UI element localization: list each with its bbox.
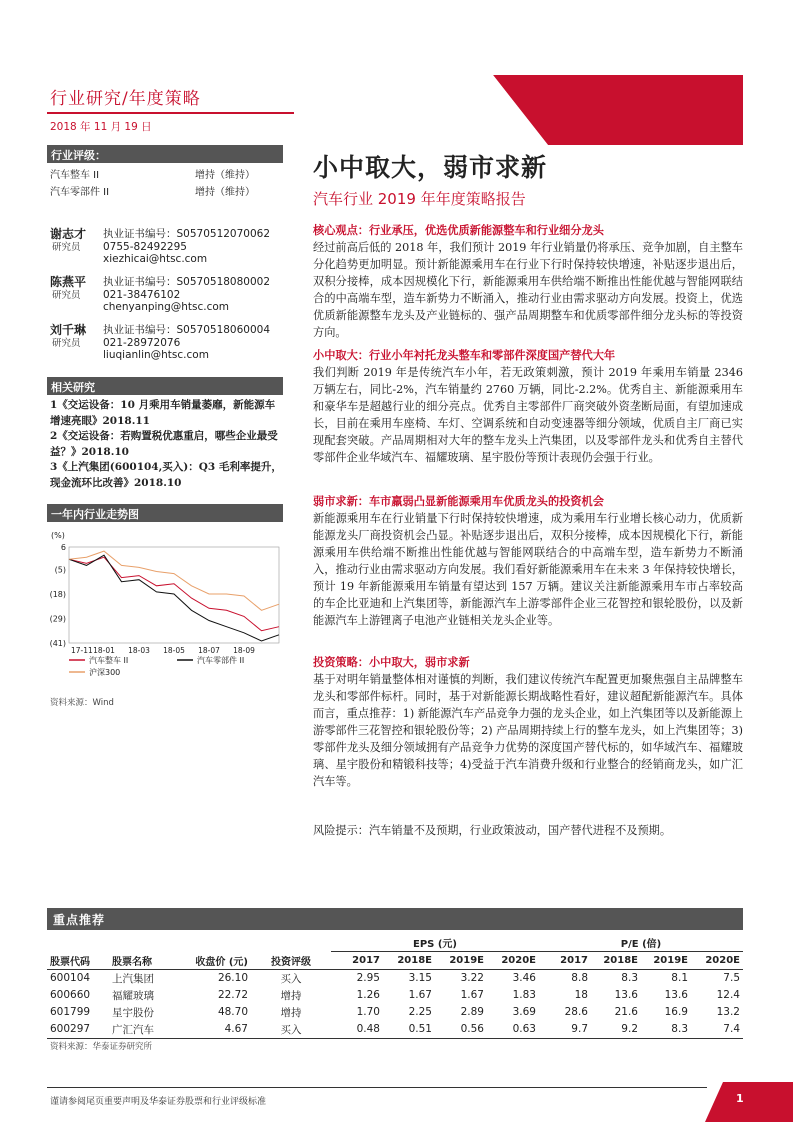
chart-ytick-label: (5) bbox=[54, 565, 66, 575]
table-row bbox=[47, 1004, 743, 1021]
chart-ylabel: (%) bbox=[51, 531, 65, 540]
table-column-header: 2019E bbox=[641, 952, 691, 970]
table-cell: 13.6 bbox=[614, 989, 638, 1001]
header-divider bbox=[47, 112, 294, 114]
table-column-header: 2020E bbox=[691, 952, 743, 970]
section-body: 基于对明年销量整体相对谨慎的判断，我们建议传统汽车配置更加聚焦强自主品牌整车龙头和零部件标杆。同时，基于对新能源长期战略性看好，建议超配新能源汽车。具体而言，重点推荐：1) 新能源汽车产品竞争力强的龙头企业，如上汽集团等以及新能源上游零部件三花智控和银轮股份等；2) 产品周期持续上行的整车龙头，如上汽集团等；3) 零部件龙头及细分领域拥有产品竞争力优势的深度国产替代标的，如华域汽车、福耀玻璃、星宇股份和精锻科技等；4)受益于汽车消费升级和行业整合的经销商龙头，如广汇汽车等。 bbox=[313, 673, 743, 788]
analyst-role: 研究员 bbox=[52, 242, 81, 253]
chart-ytick-label: 6 bbox=[60, 543, 66, 552]
table-cell: 13.2 bbox=[716, 1006, 740, 1018]
table-cell: 26.10 bbox=[217, 972, 248, 984]
section-heading: 弱市求新：车市羸弱凸显新能源乘用车优质龙头的投资机会 bbox=[313, 494, 604, 508]
table-cell: 9.2 bbox=[591, 1021, 641, 1039]
section-weak bbox=[313, 493, 743, 629]
chart-series-line-2 bbox=[69, 551, 279, 610]
table-row bbox=[47, 987, 743, 1004]
rating-name: 汽车零部件 II bbox=[50, 187, 110, 198]
section-body: 经过前高后低的 2018 年，我们预计 2019 年行业销量仍将承压、竞争加剧，自主整车分化趋势更加明显。预计新能源乘用车在行业下行时保持较快增速，补贴逐步退出后，双积分接棒，成本因规模化下行，新能源乘用车供给端不断推出性能优越与智能网联结合的中高端车型，造车新势力不断涌入，推动行业由需求驱动方向发展。投资上，优选优质新能源整车龙头及产业链标的、强产品周期整车和优质零部件细分龙头标的等投资方向。 bbox=[313, 241, 743, 339]
table-cell: 600297 bbox=[47, 1021, 109, 1039]
table-column-header: 2018E bbox=[591, 952, 641, 970]
table-cell: 600104 bbox=[50, 972, 91, 984]
table-cell: 1.26 bbox=[356, 989, 380, 1001]
table-column-header: 2017 bbox=[331, 952, 383, 970]
chart-plot-frame bbox=[69, 547, 279, 643]
analyst-card bbox=[50, 324, 290, 364]
table-cell: 12.4 bbox=[716, 989, 740, 1001]
table-cell: 21.6 bbox=[614, 1006, 638, 1018]
related-item[interactable]: 3《上汽集团(600104,买入)：Q3 毛利率提升，现金流环比改善》2018.10 bbox=[50, 461, 282, 489]
table-cell: 1.67 bbox=[460, 989, 484, 1001]
analyst-phone: 0755-82492295 bbox=[103, 240, 187, 253]
section-strategy bbox=[313, 654, 743, 790]
section-heading: 小中取大：行业小年衬托龙头整车和零部件深度国产替代大年 bbox=[313, 348, 616, 362]
analyst-phone: 021-28972076 bbox=[103, 336, 181, 349]
table-cell: 4.67 bbox=[185, 1021, 251, 1039]
table-cell: 3.15 bbox=[408, 972, 432, 984]
analyst-email[interactable]: liuqianlin@htsc.com bbox=[103, 349, 209, 361]
analyst-card bbox=[50, 228, 290, 268]
table-cell: 48.70 bbox=[217, 1006, 248, 1018]
table-cell: 3.69 bbox=[512, 1006, 536, 1018]
analyst-cert: 执业证书编号：S0570518060004 bbox=[103, 324, 271, 336]
analyst-info bbox=[103, 324, 270, 362]
analyst-card bbox=[50, 276, 290, 316]
chart-source: 资料来源：Wind bbox=[50, 698, 114, 708]
table-cell: 2.95 bbox=[356, 972, 380, 984]
related-research bbox=[50, 398, 284, 491]
section-heading: 投资策略：小中取大，弱市求新 bbox=[313, 655, 470, 669]
chart-xtick-label: 18-09 bbox=[233, 646, 255, 655]
table-column-header: 2018E bbox=[383, 952, 435, 970]
table-cell: 28.6 bbox=[564, 1006, 588, 1018]
analyst-info bbox=[103, 276, 270, 314]
table-column-header: 2017 bbox=[539, 952, 591, 970]
section-core bbox=[313, 222, 743, 341]
related-item[interactable]: 2《交运设备：若购置税优惠重启，哪些企业最受益？》2018.10 bbox=[50, 430, 278, 458]
rating-name: 汽车整车 II bbox=[50, 170, 100, 181]
table-cell: 7.5 bbox=[723, 972, 740, 984]
chart-ytick-label: (18) bbox=[49, 589, 66, 599]
analyst-phone: 021-38476102 bbox=[103, 288, 181, 301]
analyst-role: 研究员 bbox=[52, 290, 81, 301]
table-cell: 福耀玻璃 bbox=[112, 989, 154, 1002]
table-cell: 广汇汽车 bbox=[109, 1021, 185, 1039]
legend-label: 汽车零部件 II bbox=[197, 656, 245, 665]
recommendation-table bbox=[47, 934, 743, 1039]
table-cell: 买入 bbox=[251, 1021, 331, 1039]
table-cell: 13.6 bbox=[664, 989, 688, 1001]
table-column-header: 收盘价 (元) bbox=[185, 952, 251, 970]
rating-value: 增持（维持） bbox=[195, 187, 255, 198]
trend-chart bbox=[47, 525, 283, 685]
footer-disclaimer: 谨请参阅尾页重要声明及华泰证券股票和行业评级标准 bbox=[50, 1097, 267, 1107]
table-title-bar: 重点推荐 bbox=[47, 908, 743, 930]
pe-group-header: P/E (倍) bbox=[539, 934, 743, 952]
table-cell: 3.22 bbox=[460, 972, 484, 984]
eps-group-header: EPS (元) bbox=[331, 934, 539, 952]
section-heading: 核心观点：行业承压，优选优质新能源整车和行业细分龙头 bbox=[313, 223, 604, 237]
chart-xtick-label: 17-11 bbox=[71, 646, 93, 655]
report-category: 行业研究/年度策略 bbox=[50, 89, 201, 109]
section-body: 新能源乘用车在行业销量下行时保持较快增速，成为乘用车行业增长核心动力，优质新能源龙头厂商投资机会凸显。补贴逐步退出后，双积分接棒，成本因规模化下行，新能源乘用车供给端不断推出性能优越与智能网联结合的中高端车型，造车新势力不断涌入，推动行业由需求驱动方向发展。我们看好新能源乘用车在未来 3 年保持较快增长，预计 19 年新能源乘用车销量有望达到 157 万辆。建议关注新能源乘用车市占率较高的车企比亚迪和上汽集团等，新能源汽车上游零部件企业三花智控和银轮股份，以及新能源汽车上游锂离子电池产业链相关龙头企业等。 bbox=[313, 512, 743, 627]
table-cell: 7.4 bbox=[691, 1021, 743, 1039]
chart-series-line-1 bbox=[69, 555, 279, 641]
analyst-email[interactable]: chenyanping@htsc.com bbox=[103, 301, 230, 313]
analyst-role: 研究员 bbox=[52, 338, 81, 349]
analyst-email[interactable]: xiezhicai@htsc.com bbox=[103, 253, 208, 265]
analyst-name: 刘千琳 bbox=[50, 323, 87, 337]
table-cell: 8.3 bbox=[621, 972, 638, 984]
chart-title-bar: 一年内行业走势图 bbox=[47, 504, 283, 522]
table-cell: 上汽集团 bbox=[112, 972, 154, 985]
section-body: 我们判断 2019 年是传统汽车小年，若无政策刺激，预计 2019 年乘用车销量 2346 万辆左右，同比-2%，汽车销量约 2760 万辆，同比-2.2%。优秀自主、新能源乘用车和豪华车是超越行业的细分亮点。优秀自主零部件厂商突破外资垄断局面，有望加速成长，目前在乘用车座椅、车灯、空调系统和自动变速器等细分领域，优质自主厂商已实现配套突破。产品周期相对大年的整车龙头上汽集团，以及零部件龙头和优秀自主替代零部件企业华域汽车、福耀玻璃、星宇股份等预计表现仍会强于行业。 bbox=[313, 366, 743, 464]
section-small bbox=[313, 347, 743, 466]
related-item[interactable]: 1《交运设备：10 月乘用车销量萎靡，新能源车增速亮眼》2018.11 bbox=[50, 399, 276, 427]
table-cell: 1.67 bbox=[408, 989, 432, 1001]
page-subtitle: 汽车行业 2019 年年度策略报告 bbox=[313, 190, 526, 208]
table-cell: 1.83 bbox=[512, 989, 536, 1001]
table-cell: 18 bbox=[574, 989, 588, 1001]
table-group-row bbox=[47, 934, 743, 952]
table-cell: 8.3 bbox=[641, 1021, 691, 1039]
table-column-header: 2019E bbox=[435, 952, 487, 970]
chart-xtick-label: 18-07 bbox=[198, 646, 220, 655]
table-cell: 买入 bbox=[280, 972, 302, 985]
analyst-info bbox=[103, 228, 270, 266]
table-cell: 16.9 bbox=[664, 1006, 688, 1018]
rating-title-bar: 行业评级： bbox=[47, 145, 283, 163]
table-column-header: 股票代码 bbox=[47, 952, 109, 970]
table-header-row bbox=[47, 952, 743, 970]
table-cell: 0.48 bbox=[331, 1021, 383, 1039]
report-date: 2018 年 11 月 19 日 bbox=[50, 121, 152, 133]
table-cell: 1.70 bbox=[356, 1006, 380, 1018]
table-cell: 0.63 bbox=[487, 1021, 539, 1039]
table-cell: 星宇股份 bbox=[112, 1006, 154, 1019]
analyst-name: 谢志才 bbox=[50, 227, 87, 241]
chart-xtick-label: 18-01 bbox=[93, 646, 115, 655]
table-cell: 22.72 bbox=[217, 989, 248, 1001]
table-row bbox=[47, 1021, 743, 1039]
table-row bbox=[47, 969, 743, 987]
page-title: 小中取大，弱市求新 bbox=[313, 153, 548, 182]
table-cell: 增持 bbox=[280, 989, 302, 1002]
analyst-cert: 执业证书编号：S0570512070062 bbox=[103, 228, 271, 240]
table-cell: 0.51 bbox=[383, 1021, 435, 1039]
table-cell: 增持 bbox=[280, 1006, 302, 1019]
chart-xtick-label: 18-05 bbox=[163, 646, 185, 655]
table-cell: 9.7 bbox=[539, 1021, 591, 1039]
table-cell: 3.46 bbox=[512, 972, 536, 984]
footer-divider bbox=[47, 1087, 707, 1088]
analyst-name: 陈燕平 bbox=[50, 275, 87, 289]
header-red-block bbox=[293, 75, 743, 145]
legend-label: 沪深300 bbox=[89, 668, 121, 677]
table-cell: 2.89 bbox=[460, 1006, 484, 1018]
table-source: 资料来源：华泰证券研究所 bbox=[50, 1042, 153, 1052]
footer-red-tab bbox=[705, 1082, 793, 1122]
related-title-bar: 相关研究 bbox=[47, 377, 283, 395]
table-column-header: 股票名称 bbox=[109, 952, 185, 970]
rating-value: 增持（维持） bbox=[195, 170, 255, 181]
table-cell: 8.8 bbox=[571, 972, 588, 984]
legend-label: 汽车整车 II bbox=[89, 656, 129, 665]
page-number: 1 bbox=[736, 1092, 744, 1105]
table-cell: 0.56 bbox=[435, 1021, 487, 1039]
table-cell: 8.1 bbox=[671, 972, 688, 984]
table-cell: 601799 bbox=[50, 1006, 91, 1018]
risk-warning: 风险提示：汽车销量不及预期，行业政策波动，国产替代进程不及预期。 bbox=[313, 824, 672, 837]
chart-ytick-label: (29) bbox=[49, 614, 66, 624]
table-cell: 600660 bbox=[50, 989, 91, 1001]
table-column-header: 投资评级 bbox=[251, 952, 331, 970]
chart-ytick-label: (41) bbox=[49, 639, 66, 648]
table-column-header: 2020E bbox=[487, 952, 539, 970]
table-cell: 2.25 bbox=[408, 1006, 432, 1018]
chart-xtick-label: 18-03 bbox=[128, 646, 150, 655]
analyst-cert: 执业证书编号：S0570518080002 bbox=[103, 276, 271, 288]
